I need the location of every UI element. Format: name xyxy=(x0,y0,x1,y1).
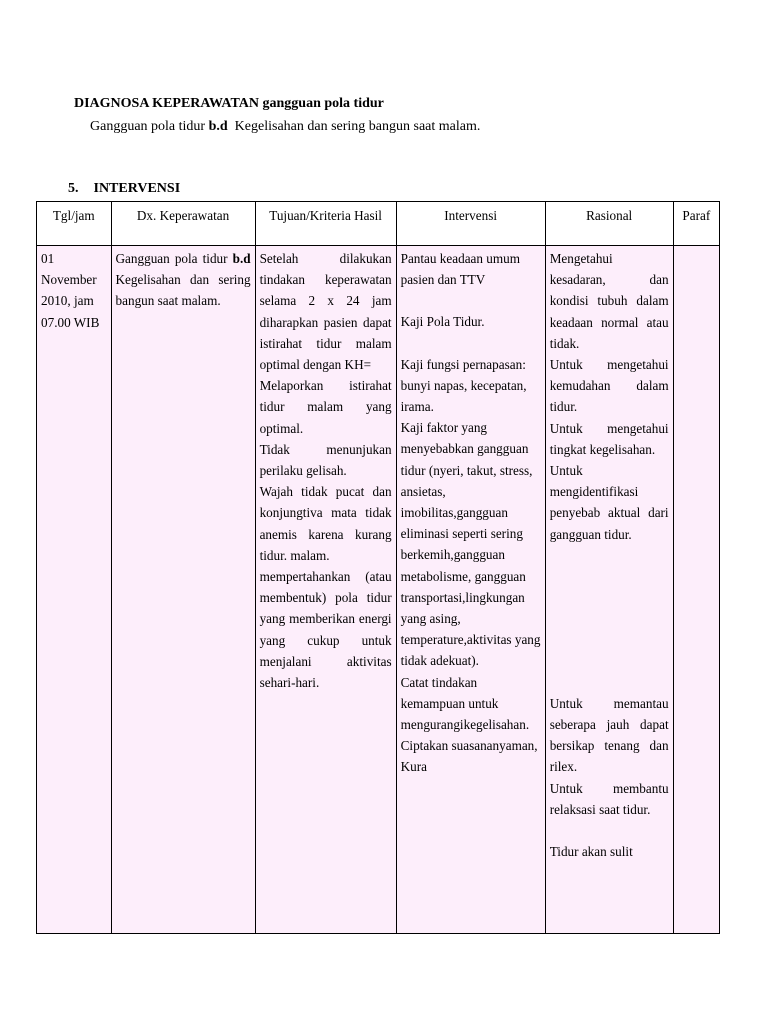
table-row xyxy=(37,246,720,934)
dx-bd: b.d xyxy=(232,251,251,266)
cell-intervensi xyxy=(396,246,545,934)
diagnosis-statement xyxy=(90,119,480,135)
cell-tujuan xyxy=(255,246,396,934)
diagnosis-heading-lead: DIAGNOSA KEPERAWATAN xyxy=(74,96,260,111)
intervensi-item: Catat tindakan kemampuan untuk mengurangikegelisahan. xyxy=(400,674,530,733)
tgl-value: 01 November 2010, jam 07.00 WIB xyxy=(41,251,100,330)
cell-rasional xyxy=(545,246,673,934)
intervensi-item: Pantau keadaan umum pasien dan TTV xyxy=(400,251,520,288)
rasional-item: Mengetahui kesadaran, dan kondisi tubuh dalam keadaan normal atau tidak. xyxy=(549,251,669,351)
cell-paraf xyxy=(673,246,719,934)
intervensi-item: Kaji fungsi pernapasan: bunyi napas, kecepatan, irama. xyxy=(400,356,527,415)
cell-tgl xyxy=(37,246,112,934)
header-paraf: Paraf xyxy=(673,202,719,246)
diagnosis-statement-part1: Gangguan pola tidur xyxy=(90,119,206,134)
cell-dx xyxy=(111,246,255,934)
header-dx: Dx. Keperawatan xyxy=(111,202,255,246)
dx-part2: Kegelisahan dan sering bangun saat malam. xyxy=(115,272,251,309)
header-intervensi: Intervensi xyxy=(396,202,545,246)
header-tujuan: Tujuan/Kriteria Hasil xyxy=(255,202,396,246)
tujuan-intro: Setelah dilakukan tindakan keperawatan selama 2 x 24 jam diharapkan pasien dapat istirahat tidur malam optimal dengan KH= xyxy=(259,251,392,373)
diagnosis-statement-part2: Kegelisahan dan sering bangun saat malam. xyxy=(234,119,481,134)
rasional-item: Untuk memantau seberapa jauh dapat bersikap tenang dan rilex. xyxy=(549,695,669,775)
diagnosis-statement-bd: b.d xyxy=(208,119,228,134)
rasional-item: Untuk mengetahui kemudahan dalam tidur. xyxy=(549,357,669,415)
rasional-item: Untuk mengidentifikasi penyebab aktual dari gangguan tidur. xyxy=(549,463,669,542)
diagnosis-heading xyxy=(74,96,384,112)
tujuan-criterion: Melaporkan istirahat tidur malam yang optimal. xyxy=(259,378,392,436)
diagnosis-heading-topic: gangguan pola tidur xyxy=(262,96,384,111)
rasional-item: Untuk membantu relaksasi saat tidur. xyxy=(549,780,669,817)
rasional-item: Untuk mengetahui tingkat kegelisahan. xyxy=(549,420,669,457)
intervensi-item: Kaji Pola Tidur. xyxy=(400,314,485,330)
section-number: 5. xyxy=(68,181,79,196)
intervensi-item: Kaji faktor yang menyebabkan gangguan tidur (nyeri, takut, stress, ansietas, imobilitas,gangguan eliminasi seperti sering berkemih,gangguan metabolisme, gangguan transportasi,lingkungan yang asing, temperature,aktivitas yang tidak adekuat). xyxy=(400,420,541,669)
table-header-row xyxy=(37,202,720,246)
rasional-item: Tidur akan sulit xyxy=(549,844,633,860)
header-tgl: Tgl/jam xyxy=(37,202,112,246)
tujuan-criterion: mempertahankan (atau membentuk) pola tidur yang memberikan energi yang cukup untuk menjalani aktivitas sehari-hari. xyxy=(259,569,392,691)
section-label: INTERVENSI xyxy=(93,181,181,196)
intervensi-item: Ciptakan suasananyaman, Kura xyxy=(400,738,538,775)
tujuan-criterion: Wajah tidak pucat dan konjungtiva mata tidak anemis karena kurang tidur. malam. xyxy=(259,484,392,563)
section-title xyxy=(68,181,180,197)
intervention-table xyxy=(36,201,720,934)
header-rasional: Rasional xyxy=(545,202,673,246)
tujuan-criterion: Tidak menunjukan perilaku gelisah. xyxy=(259,441,392,479)
dx-part1: Gangguan pola tidur xyxy=(115,251,228,266)
